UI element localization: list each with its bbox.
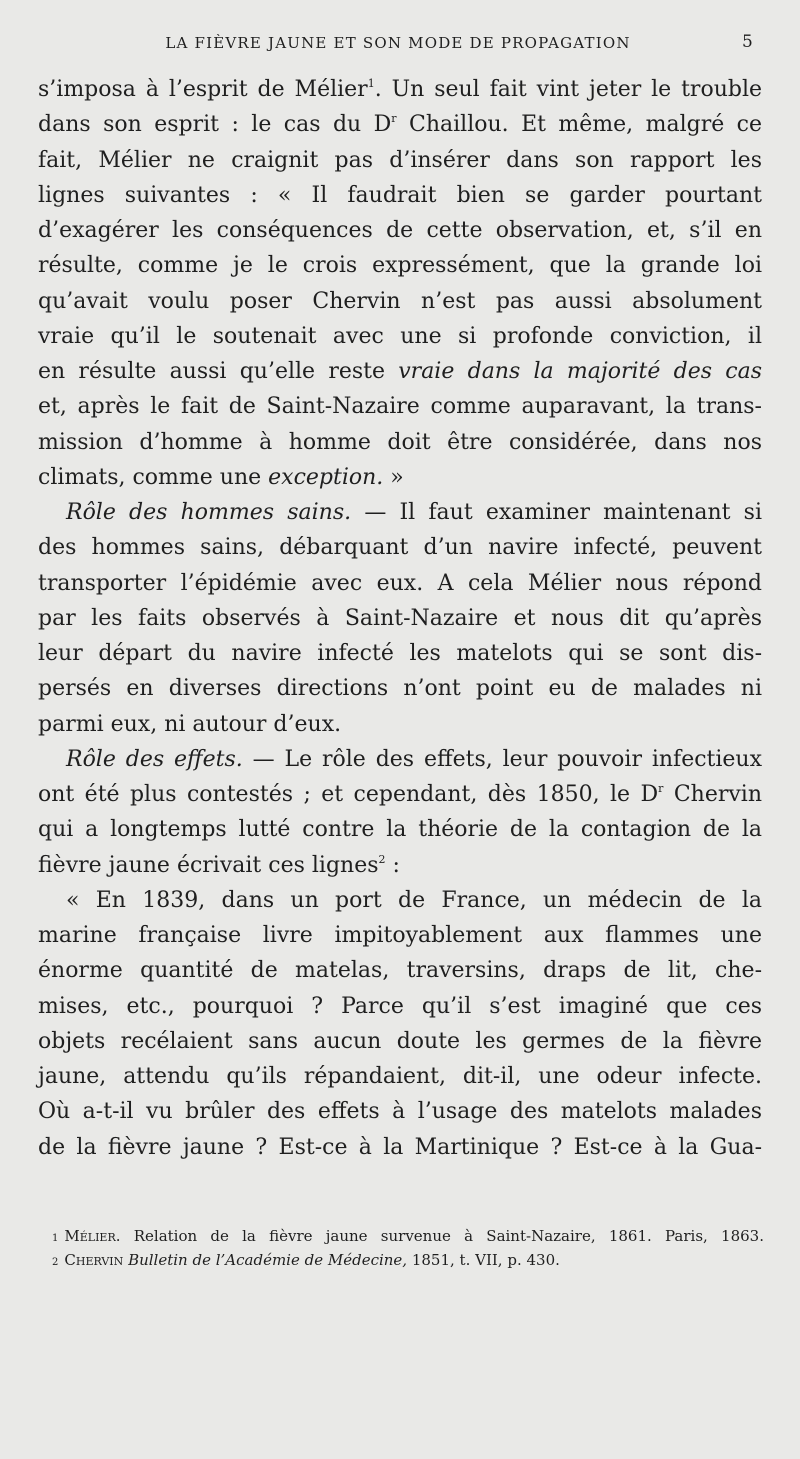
text-line (38, 989, 762, 1024)
line-text: persés en diverses directions n’ont point eu de malades ni (38, 676, 762, 702)
line-text: Où a-t-il vu brûler des effets à l’usage des matelots malades (38, 1099, 762, 1125)
line-text: : (385, 852, 400, 878)
line-text: énorme quantité de matelas, traversins, draps de lit, che- (38, 958, 762, 984)
text-line (38, 460, 762, 495)
footnote-marker: r (391, 112, 397, 126)
line-text: « En 1839, dans un port de France, un médecin de la (66, 887, 762, 913)
line-text: fièvre jaune écrivait ces lignes (38, 852, 379, 878)
line-text: transporter l’épidémie avec eux. A cela Mélier nous répond (38, 570, 762, 596)
emphasis-text: exception. (268, 464, 384, 490)
footnote-text: . Relation de la fièvre jaune survenue à Saint-Nazaire, 1861. Paris, 1863. (115, 1227, 764, 1245)
text-line (38, 1059, 762, 1094)
text-line (38, 1094, 762, 1129)
text-line (38, 1130, 762, 1165)
footnote-marker: 2 (378, 852, 386, 866)
footnote-title: Bulletin de l’Académie de Médecine, (128, 1251, 408, 1269)
footnote-marker: r (658, 782, 664, 795)
line-text: — Le rôle des effets, leur pouvoir infectieux (242, 746, 763, 772)
footnote-number: 1 (52, 1233, 59, 1244)
line-text: » (383, 464, 404, 490)
text-line (38, 319, 762, 354)
body-text (38, 72, 762, 1165)
text-line (38, 742, 762, 777)
text-line (38, 107, 762, 142)
line-text: mission d’homme à homme doit être considérée, dans nos (38, 429, 762, 455)
text-line (38, 284, 762, 319)
running-title: LA FIÈVRE JAUNE ET SON MODE DE PROPAGATION (165, 34, 631, 52)
line-text: mises, etc., pourquoi ? Parce qu’il s’est imaginé que ces (38, 993, 762, 1019)
line-text: jaune, attendu qu’ils répandaient, dit-il, une odeur infecte. (38, 1064, 762, 1089)
line-text: dans son esprit : le cas du D (38, 112, 392, 138)
section-heading: Rôle des hommes sains. (66, 500, 352, 525)
line-text: leur départ du navire infecté les matelots qui se sont dis- (38, 641, 762, 666)
line-text: et, après le fait de Saint-Nazaire comme auparavant, la trans- (38, 394, 762, 420)
footnotes (52, 1224, 764, 1272)
footnote-text: 1851, t. VII, p. 430. (407, 1251, 560, 1269)
line-text: objets recélaient sans aucun doute les germes de la fièvre (38, 1028, 762, 1054)
text-line (38, 389, 762, 424)
text-line (38, 72, 762, 107)
footnote (52, 1248, 764, 1272)
text-line (38, 707, 762, 742)
section-heading: Rôle des effets. (66, 746, 243, 772)
footnote (52, 1224, 764, 1248)
line-text: de la fièvre jaune ? Est-ce à la Martinique ? Est-ce à la Gua- (38, 1134, 762, 1160)
text-line (38, 777, 762, 812)
line-text: Chervin (663, 782, 763, 807)
line-text: par les faits observés à Saint-Nazaire et nous dit qu’après (38, 605, 762, 631)
text-line (38, 918, 762, 953)
text-line (38, 143, 762, 178)
line-text: marine française livre impitoyablement aux flammes une (38, 923, 762, 948)
line-text: d’exagérer les conséquences de cette observation, et, s’il en (38, 218, 762, 243)
footnote-number: 2 (52, 1257, 59, 1268)
text-line (38, 883, 762, 918)
text-line (38, 495, 762, 530)
line-text: des hommes sains, débarquant d’un navire infecté, peuvent (38, 535, 762, 561)
emphasis-text: vraie dans la majorité des cas (398, 359, 762, 384)
text-line (38, 213, 762, 248)
line-text: en résulte aussi qu’elle reste (38, 359, 399, 384)
line-text: parmi eux, ni autour d’eux. (38, 711, 342, 737)
line-text: Chaillou. Et même, malgré ce (396, 112, 763, 138)
text-line (38, 354, 762, 389)
line-text: vraie qu’il le soutenait avec une si profonde conviction, il (38, 323, 762, 349)
text-line (38, 1024, 762, 1059)
line-text: qu’avait voulu poser Chervin n’est pas aussi absolument (38, 288, 762, 314)
line-text: — Il faut examiner maintenant si (351, 500, 763, 525)
page-number: 5 (742, 32, 753, 52)
line-text: s’imposa à l’esprit de Mélier (38, 77, 368, 102)
text-line (38, 636, 762, 671)
text-line (38, 671, 762, 706)
line-text: qui a longtemps lutté contre la théorie de la contagion de la (38, 817, 762, 843)
text-line (38, 248, 762, 283)
footnote-author: Mélier (64, 1227, 116, 1245)
text-line (38, 566, 762, 601)
line-text: . Un seul fait vint jeter le trouble (374, 77, 763, 102)
text-line (38, 601, 762, 636)
line-text: fait, Mélier ne craignit pas d’insérer dans son rapport les (38, 147, 762, 173)
line-text: résulte, comme je le crois expressément, que la grande loi (38, 253, 762, 279)
text-line (38, 425, 762, 460)
text-line (38, 178, 762, 213)
text-line (38, 848, 762, 883)
line-text: climats, comme une (38, 464, 269, 490)
text-line (38, 530, 762, 565)
footnote-author: Chervin (64, 1251, 124, 1269)
text-line (38, 812, 762, 847)
text-line (38, 953, 762, 988)
footnote-marker: 1 (367, 77, 375, 90)
line-text: ont été plus contestés ; et cependant, dès 1850, le D (38, 782, 659, 807)
line-text: lignes suivantes : « Il faudrait bien se garder pourtant (38, 182, 762, 208)
